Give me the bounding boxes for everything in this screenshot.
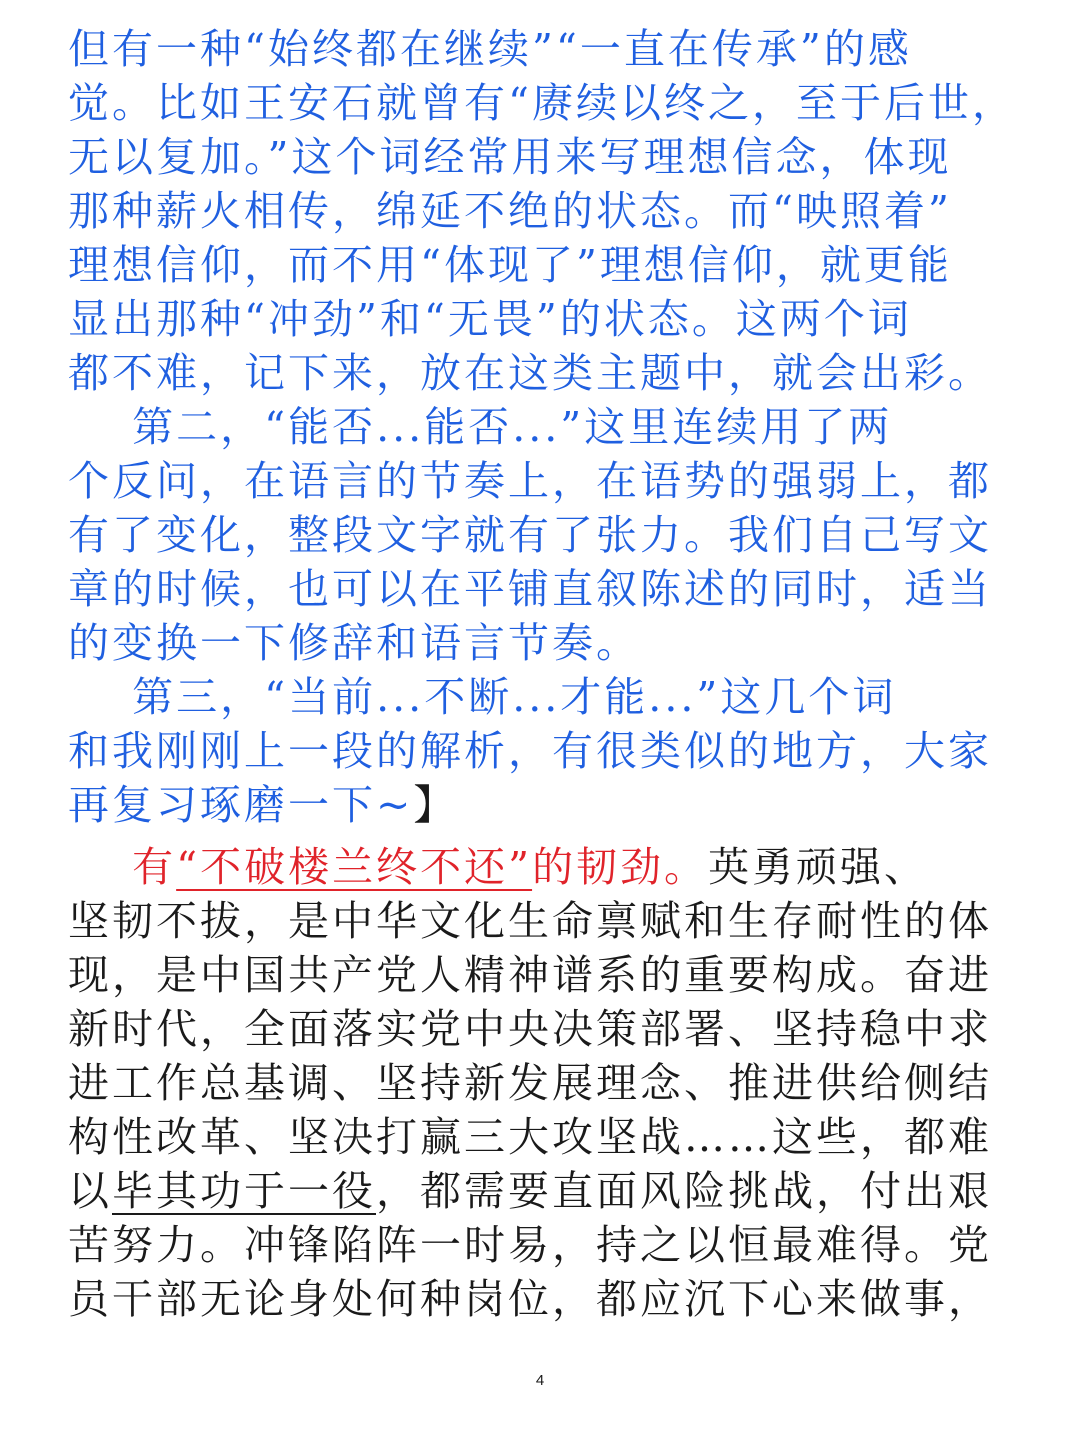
body-line-8: 员干部无论身处何种岗位，都应沉下心来做事， (68, 1275, 992, 1323)
body-line-6-prefix: 以 (68, 1167, 112, 1215)
commentary-line-4: 那种薪火相传，绵延不绝的状态。而“映照着” (68, 187, 952, 235)
commentary-line-5: 理想信仰，而不用“体现了”理想信仰，就更能 (68, 241, 952, 289)
body-line-4: 进工作总基调、坚持新发展理念、推进供给侧结 (68, 1059, 992, 1107)
commentary-line-3: 无以复加。”这个词经常用来写理想信念，体现 (68, 133, 952, 181)
commentary-line-8: 第二，“能否...能否...”这里连续用了两 (68, 403, 893, 451)
body-heading-line (68, 840, 928, 894)
underlined-phrase: 毕其功于一役 (112, 1167, 376, 1215)
body-line-2: 现，是中国共产党人精神谱系的重要构成。奋进 (68, 951, 992, 999)
commentary-line-9: 个反问，在语言的节奏上，在语势的强弱上，都 (68, 457, 992, 505)
body-line-6-suffix: ，都需要直面风险挑战，付出艰 (376, 1167, 992, 1215)
closing-bracket: 】 (413, 781, 458, 829)
body-line-7: 苦努力。冲锋陷阵一时易，持之以恒最难得。党 (68, 1221, 992, 1269)
commentary-line-2: 觉。比如王安石就曾有“赓续以终之，至于后世， (68, 79, 1016, 127)
body-line-3: 新时代，全面落实党中央决策部署、坚持稳中求 (68, 1005, 992, 1053)
commentary-line-6: 显出那种“冲劲”和“无畏”的状态。这两个词 (68, 295, 912, 343)
heading-indent (68, 843, 132, 891)
commentary-line-10: 有了变化，整段文字就有了张力。我们自己写文 (68, 511, 992, 559)
heading-prefix: 有 (132, 843, 177, 891)
heading-quote-underlined: “不破楼兰终不还” (176, 843, 533, 891)
commentary-line-11: 章的时候，也可以在平铺直叙陈述的同时，适当 (68, 565, 992, 613)
body-line-1: 坚韧不拔，是中华文化生命禀赋和生存耐性的体 (68, 897, 992, 945)
commentary-line-13: 第三，“当前...不断...才能...”这几个词 (68, 673, 897, 721)
commentary-line-15-text: 再复习琢磨一下~ (68, 781, 414, 829)
commentary-line-1: 但有一种“始终都在继续”“一直在传承”的感 (68, 25, 912, 73)
commentary-line-14: 和我刚刚上一段的解析，有很类似的地方，大家 (68, 727, 992, 775)
heading-suffix: 的韧劲。 (532, 843, 709, 891)
commentary-line-15 (68, 778, 457, 832)
commentary-line-7: 都不难，记下来，放在这类主题中，就会出彩。 (68, 349, 992, 397)
page-number: 4 (535, 1372, 545, 1389)
heading-tail: 英勇顽强、 (708, 843, 929, 891)
body-line-6 (68, 1164, 992, 1218)
commentary-line-12: 的变换一下修辞和语言节奏。 (68, 619, 640, 667)
body-line-5: 构性改革、坚决打赢三大攻坚战……这些，都难 (68, 1113, 992, 1161)
